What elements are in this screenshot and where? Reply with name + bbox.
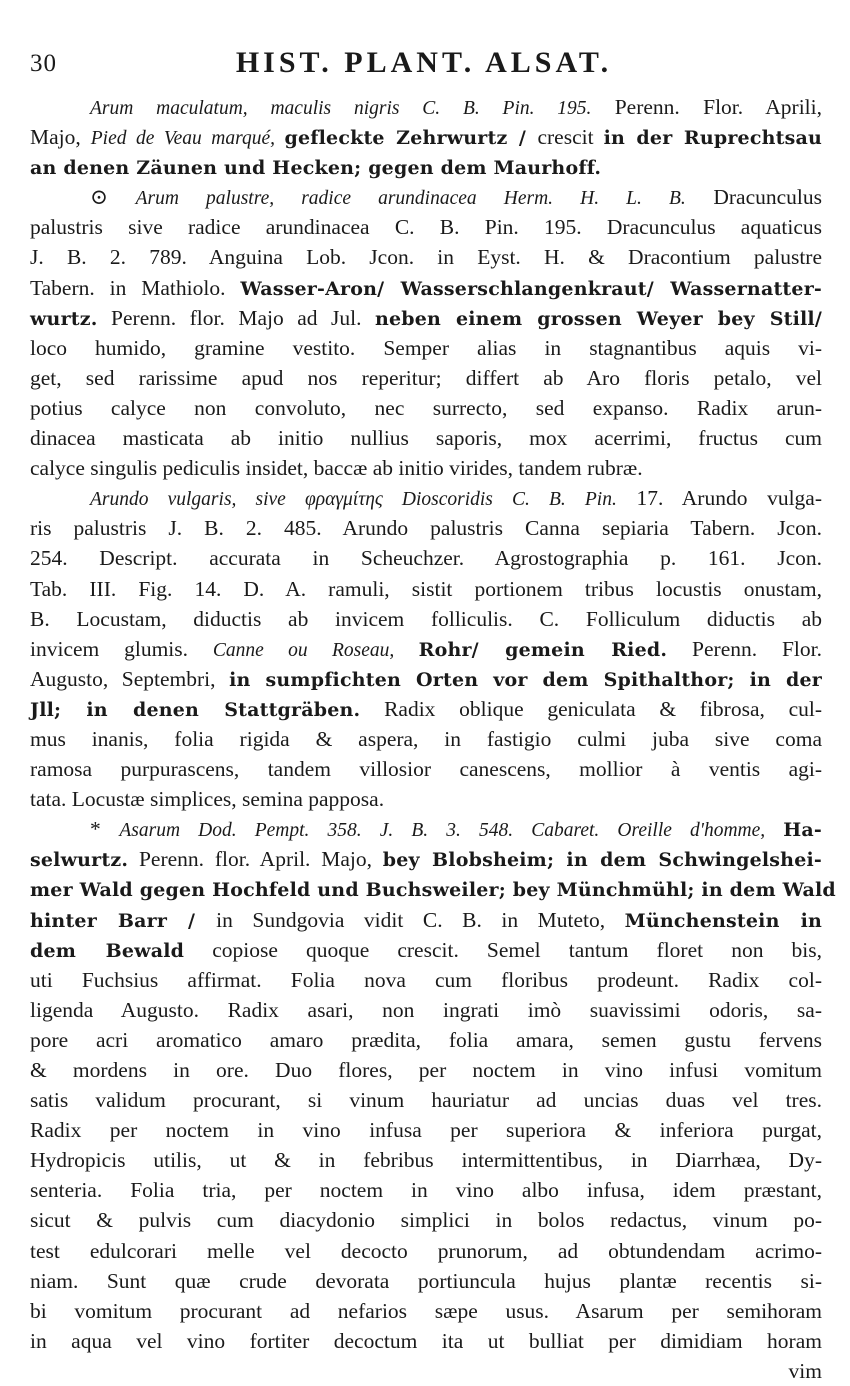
italic-span: Arum maculatum, maculis nigris C. B. Pin. 195.: [90, 98, 592, 119]
italic-span: Canne ou Roseau,: [212, 639, 419, 661]
blackletter-span: Münchenstein in: [624, 909, 822, 932]
text-line: [30, 965, 822, 995]
italic-span: Arum palustre, radice arundinacea Herm. H. L. B.: [135, 188, 686, 210]
text-line: [30, 935, 822, 965]
roman-span: Augusto, Septembri,: [30, 666, 230, 691]
roman-span: test edulcorari melle vel decocto prunorum, ad obtundendam acrimo-: [30, 1238, 822, 1263]
text-line: [30, 754, 822, 784]
roman-span: Radix oblique geniculata & fibrosa, cul-: [360, 696, 822, 721]
roman-span: pore acri aromatico amaro prædita, folia amara, semen gustu fervens: [30, 1027, 822, 1052]
text-line: [30, 574, 822, 604]
text-line: [30, 303, 822, 333]
text-line: [30, 182, 822, 212]
blackletter-span: dem Bewald: [30, 939, 185, 962]
roman-span: in Sundgovia vidit C. B. in Muteto,: [216, 907, 625, 932]
page-header: [30, 46, 818, 86]
roman-span: in aqua vel vino fortiter decoctum ita ut bulliat per dimidiam horam: [30, 1328, 822, 1353]
catchword: [30, 1356, 822, 1386]
blackletter-span: Rohr/ gemein Ried.: [418, 638, 668, 661]
text-line: [30, 724, 822, 754]
text-line: [30, 423, 822, 453]
blackletter-span: gefleckte Zehrwurtz /: [284, 127, 538, 150]
roman-span: Perenn. flor. April. Majo,: [128, 847, 383, 872]
text-line: [30, 543, 822, 573]
text-line: [30, 1326, 822, 1356]
text-line: [30, 1055, 822, 1085]
roman-span: crescit: [537, 125, 604, 150]
roman-span: calyce singulis pediculis insidet, baccæ ab initio virides, tandem rubræ.: [30, 456, 643, 481]
roman-span: 17. Arundo vulga-: [616, 486, 822, 511]
body-text: [30, 92, 836, 1386]
text-line: [30, 363, 822, 393]
roman-span: Tabern. in Mathiolo.: [30, 275, 241, 300]
roman-span: dinacea masticata ab initio nullius saporis, mox acerrimi, fructus cum: [30, 426, 822, 451]
text-line: [30, 483, 822, 513]
text-line: [30, 844, 822, 874]
text-line: [30, 664, 822, 694]
roman-span: vim: [788, 1358, 822, 1383]
blackletter-span: in der Ruprechtsau: [603, 127, 822, 150]
blackletter-span: bey Blobsheim; in dem Schwingelshei-: [382, 849, 822, 872]
roman-span: B. Locustam, diductis ab invicem folliculis. C. Folliculum diductis ab: [30, 606, 822, 631]
blackletter-span: Ha-: [783, 819, 822, 842]
text-line: [30, 634, 822, 664]
roman-span: palustris sive radice arundinacea C. B. Pin. 195. Dracunculus aquaticus: [30, 215, 822, 240]
roman-span: potius calyce non convoluto, nec surrecto, sed expanso. Radix arun-: [30, 395, 822, 420]
text-line: [30, 604, 822, 634]
text-line: [30, 453, 822, 483]
roman-span: get, sed rarissime apud nos reperitur; differt ab Aro floris petalo, vel: [30, 365, 822, 390]
roman-span: Tab. III. Fig. 14. D. A. ramuli, sistit portionem tribus locustis onustam,: [30, 576, 822, 601]
text-line: [30, 1266, 822, 1296]
roman-span: J. B. 2. 789. Anguina Lob. Jcon. in Eyst. H. & Dracontium palustre: [30, 245, 822, 270]
blackletter-span: selwurtz.: [30, 849, 129, 872]
text-line: [30, 784, 822, 814]
roman-span: niam. Sunt quæ crude devorata portiuncula hujus plantæ recentis si-: [30, 1268, 822, 1293]
text-line: [30, 1145, 822, 1175]
roman-span: copiose quoque crescit. Semel tantum floret non bis,: [184, 937, 822, 962]
page-number: 30: [30, 50, 57, 77]
roman-span: ⊙: [90, 185, 136, 210]
roman-span: uti Fuchsius affirmat. Folia nova cum floribus prodeunt. Radix col-: [30, 967, 822, 992]
roman-span: ligenda Augusto. Radix asari, non ingrati imò suavissimi odoris, sa-: [30, 997, 822, 1022]
text-line: [30, 1205, 822, 1235]
text-line: [30, 1236, 822, 1266]
blackletter-span: neben einem grossen Weyer bey Still/: [374, 307, 822, 330]
blackletter-span: mer Wald gegen Hochfeld und Buchsweiler; bey Münchmühl; in dem Wald: [30, 879, 836, 902]
roman-span: Perenn. Flor.: [667, 636, 822, 661]
text-line: [30, 122, 822, 152]
text-line: [30, 393, 822, 423]
roman-span: *: [90, 817, 120, 842]
italic-span: Asarum Dod. Pempt. 358. J. B. 3. 548. Cabaret. Oreille d'homme,: [119, 820, 784, 842]
text-line: [30, 694, 822, 724]
blackletter-span: wurtz.: [30, 307, 98, 330]
text-line: [30, 905, 822, 935]
roman-span: 254. Descript. accurata in Scheuchzer. Agrostographia p. 161. Jcon.: [30, 546, 822, 571]
roman-span: mus inanis, folia rigida & aspera, in fastigio culmi juba sive coma: [30, 726, 822, 751]
text-line: [30, 242, 822, 272]
roman-span: & mordens in ore. Duo flores, per noctem in vino infusi vomitum: [30, 1058, 822, 1082]
roman-span: Radix per noctem in vino infusa per superiora & inferiora purgat,: [30, 1118, 822, 1143]
text-line: [30, 1296, 822, 1326]
running-head: HIST. PLANT. ALSAT.: [235, 46, 613, 79]
blackletter-span: Wasser-Aron/ Wasserschlangenkraut/ Wassernatter-: [240, 277, 822, 300]
text-line: [30, 92, 822, 122]
roman-span: bi vomitum procurant ad nefarios sæpe usus. Asarum per semihoram: [30, 1298, 822, 1323]
text-line: [30, 1025, 822, 1055]
text-line: [30, 814, 822, 844]
roman-span: Dracunculus: [685, 185, 823, 210]
roman-span: ramosa purpurascens, tandem villosior canescens, mollior à ventis agi-: [30, 757, 822, 782]
roman-span: Perenn. flor. Majo ad Jul.: [97, 305, 375, 330]
roman-span: satis validum procurant, si vinum hauriatur ad uncias duas vel tres.: [30, 1088, 822, 1113]
roman-span: senteria. Folia tria, per noctem in vino albo infusa, idem præstant,: [30, 1178, 822, 1203]
blackletter-span: an denen Zäunen und Hecken; gegen dem Maurhoff.: [30, 157, 602, 180]
roman-span: tata. Locustæ simplices, semina papposa.: [30, 787, 385, 812]
roman-span: invicem glumis.: [30, 636, 213, 661]
text-line: [30, 152, 822, 182]
text-line: [30, 513, 822, 543]
text-line: [30, 874, 836, 904]
roman-span: loco humido, gramine vestito. Semper alias in stagnantibus aquis vi-: [30, 335, 822, 360]
text-line: [30, 1115, 822, 1145]
text-line: [30, 1085, 822, 1115]
blackletter-span: in sumpfichten Orten vor dem Spithalthor; in der: [229, 668, 822, 691]
roman-span: ris palustris J. B. 2. 485. Arundo palustris Canna sepiaria Tabern. Jcon.: [30, 516, 822, 541]
blackletter-span: Jll; in denen Stattgräben.: [30, 698, 361, 721]
italic-span: Pied de Veau marqué,: [90, 128, 285, 150]
text-line: [30, 1175, 822, 1205]
roman-span: Perenn. Flor. Aprili,: [591, 95, 822, 119]
blackletter-span: hinter Barr /: [30, 909, 217, 932]
text-line: [30, 995, 822, 1025]
roman-span: Hydropicis utilis, ut & in febribus intermittentibus, in Diarrhæa, Dy-: [30, 1148, 822, 1173]
text-line: [30, 273, 822, 303]
italic-span: Arundo vulgaris, sive φραγμίτης Dioscoridis C. B. Pin.: [90, 489, 617, 511]
text-line: [30, 333, 822, 363]
text-line: [30, 212, 822, 242]
roman-span: sicut & pulvis cum diacydonio simplici in bolos redactus, vinum po-: [30, 1208, 822, 1233]
roman-span: Majo,: [30, 125, 91, 150]
